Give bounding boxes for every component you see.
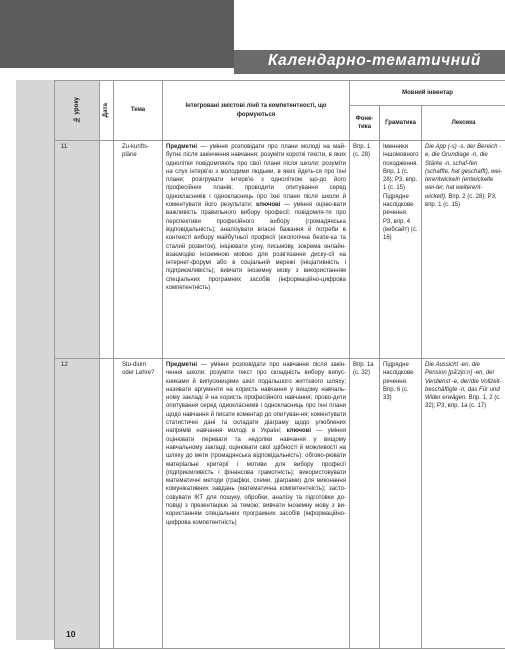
row-lexis: Die App (-s) -s, der Bereich -e, die Grundlage -n, die Stärke -n, schaf-fen (schaffte, hat geschafft), wei-terentwickeln (entwickelte wei-ter, hat weiterent-wickelt). Впр. 2 (с. 28); Р3, впр. 1 (с. 15) <box>422 141 505 359</box>
header-grammar: Граматика <box>380 106 422 141</box>
row-date <box>100 141 114 359</box>
row-topic: Stu-dium oder Lehre? <box>114 359 163 649</box>
header-topic: Тема <box>114 81 163 141</box>
row-lines: Предметні — уміння розповідати про плани молоді на май-бутнє після закінчення навчання; розуміти короткі тексти, в яких однолітки повідомляють про свої плани після школи; розуміти на слух інтерв'ю з молодими людьми, в яких йдеть-ся про їхні плани; розігрувати інтерв'ю з однолітком що-до його професійних планів; проводити опитування серед однокласників і однокласниць про їхні плани після школи й коментувати його результати; ключові — уміння оціню-вати важливість правильного вибору професії; повідомля-ти про перспективи професійного вибору (громадянська відповідальність); аналізувати власні бажання й потреби в контексті вибору майбутньої професії (екологічна безпе-ка та сталий розвиток); ініціювати усну, письмову, зокрема онлайн-взаємодію іноземною мовою для розв'язання диску-сії на інтернет-форумі або в соціальній мережі (ініціативність і підприємливість); вивчати іноземну мову з використанням спеціальних програмних засобів (інформаційно-цифрова компетентність) <box>163 141 350 359</box>
row-lexis: Die Aussicht -en, die Pension [pã'zi̯o:n] -en, der Verdienst -e, der/die Vollzeit-beschäftigte -n, das Für und Wider erwägen. Впр. 1, 2 (с. 32); Р3, впр. 1а (с. 17) <box>422 359 505 649</box>
row-phonetics: Впр. 1 (с. 28) <box>350 141 380 359</box>
row-grammar: Іменники іншомовного походження. Впр. 1 (с. 28); Р3, впр. 1 (с. 15) Підрядне наслідкове речення. Р3, впр. 4 (вебсайт) (с. 16) <box>380 141 422 359</box>
row-num: 12 <box>55 359 100 649</box>
header-inventory: Мовний інвентар <box>350 81 505 106</box>
header-date: Дата <box>100 81 114 141</box>
calendar-table <box>54 80 505 649</box>
row-topic: Zu-kunfts-pläne <box>114 141 163 359</box>
page-number: 10 <box>66 629 76 639</box>
table-row <box>55 359 505 649</box>
corner-block <box>0 0 234 68</box>
header-lexis: Лексика <box>422 106 505 141</box>
row-grammar: Підрядне наслідкове речення. Впр. 6 (с. 33) <box>380 359 422 649</box>
header-lines: Інтегровані змістові лінії та компетентності, що формуються <box>163 81 350 141</box>
row-phonetics: Впр. 1а (с. 32) <box>350 359 380 649</box>
row-lines: Предметні — уміння розповідати про навчання після закін-чення школи; розуміти текст про складність вибору випус-книками й випускницями шкіл подальшого життєвого шляху; називати аргументи на користь навчання у вищому навчаль-ному закладі й на користь професійного навчання; прово-дити опитування серед однокласників і однокласниць про їхні плани щодо навчання й писати коментар до опитуван-ня; коментувати статистичні дані та складати діаграму щодо улюблених напрямів навчання молоді в Україні; ключові — уміння оцінювати переваги та недоліки навчання у вищому навчальному закладі; оцінювати свої здібності й можливості на шляху до мети (громадянська відповідальність); обгово-рювати матеріальні критерії і мотиви для вибору професії (підприємливість і фінансова грамотність); використовувати математичні методи (графіки, схеми, діаграми) для виконання комунікативних завдань (математична компетентність); засто-совувати ІКТ для пошуку, обробки, аналізу та підготовки до-повіді з презентацією за темою; вивчати іноземну мову з ви-користанням спеціальних програмних засобів (інформаційно-цифрова компетентність) <box>163 359 350 649</box>
sidebar-strip <box>16 80 54 640</box>
header-num: № уроку <box>55 81 100 141</box>
row-date <box>100 359 114 649</box>
page-title: Календарно-тематичний <box>268 52 481 69</box>
table-row <box>55 141 505 359</box>
row-num: 11 <box>55 141 100 359</box>
header-phonetics: Фоне-тика <box>350 106 380 141</box>
